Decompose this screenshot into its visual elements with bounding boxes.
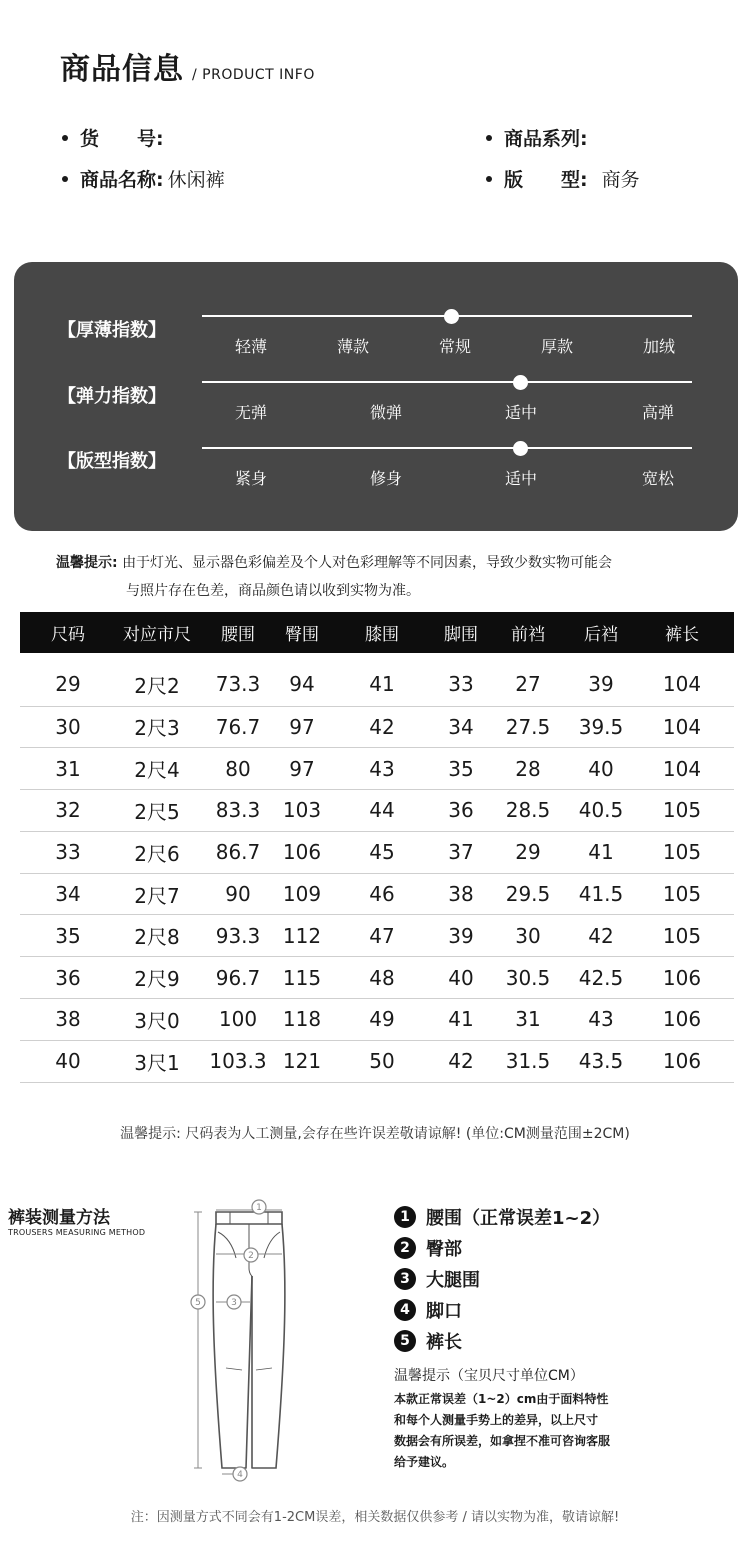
elasticity-index-label: 【弹力指数】 <box>58 386 166 407</box>
info-fit <box>486 165 640 192</box>
warm-tip-title: 温馨提示（宝贝尺寸单位CM） <box>394 1368 584 1384</box>
table-cell: 37 <box>438 831 484 873</box>
column-header: 前裆 <box>484 612 572 653</box>
table-cell: 31.5 <box>484 1040 572 1082</box>
table-cell: 115 <box>278 957 326 999</box>
table-cell: 36 <box>20 957 116 999</box>
legend-item-length <box>394 1328 462 1354</box>
table-cell: 105 <box>630 873 734 915</box>
table-cell: 104 <box>630 748 734 790</box>
table-cell: 43 <box>572 999 630 1041</box>
table-cell: 109 <box>278 873 326 915</box>
color-tip <box>56 549 612 605</box>
legend-label: 脚口 <box>426 1301 462 1322</box>
table-cell: 3尺0 <box>116 999 198 1041</box>
table-cell: 2尺6 <box>116 831 198 873</box>
table-cell: 34 <box>438 706 484 748</box>
table-cell: 47 <box>326 915 438 957</box>
table-cell: 80 <box>198 748 278 790</box>
legend-item-leg-opening <box>394 1297 462 1323</box>
legend-label: 裤长 <box>426 1332 462 1353</box>
svg-text:4: 4 <box>237 1470 243 1480</box>
info-sku <box>62 124 168 151</box>
table-cell: 90 <box>198 873 278 915</box>
thickness-index-label: 【厚薄指数】 <box>58 320 166 341</box>
table-row <box>20 790 734 832</box>
svg-text:3: 3 <box>231 1298 237 1308</box>
legend-number: 1 <box>394 1206 416 1228</box>
page-title: 商品信息 <box>60 52 184 87</box>
table-row <box>20 999 734 1041</box>
table-cell: 104 <box>630 653 734 706</box>
table-cell: 42 <box>572 915 630 957</box>
column-header: 尺码 <box>20 612 116 653</box>
table-cell: 41 <box>438 999 484 1041</box>
legend-item-thigh <box>394 1266 480 1292</box>
table-cell: 31 <box>484 999 572 1041</box>
product-info-header <box>60 44 315 88</box>
legend-number: 4 <box>394 1299 416 1321</box>
name-value: 休闲裤 <box>167 169 225 191</box>
table-cell: 112 <box>278 915 326 957</box>
legend-number: 5 <box>394 1330 416 1352</box>
table-cell: 42 <box>326 706 438 748</box>
table-row <box>20 1040 734 1082</box>
fit-value: 商务 <box>601 169 640 191</box>
elasticity-option: 无弹 <box>234 403 268 422</box>
table-cell: 105 <box>630 831 734 873</box>
legend-label: 臀部 <box>426 1239 462 1260</box>
table-cell: 48 <box>326 957 438 999</box>
measure-subtitle: TROUSERS MEASURING METHOD <box>8 1228 146 1237</box>
measurement-tip: 温馨提示: 尺码表为人工测量,会存在些许误差敬请谅解! (单位:CM测量范围±2CM) <box>120 1126 630 1142</box>
table-cell: 30 <box>484 915 572 957</box>
table-cell: 2尺8 <box>116 915 198 957</box>
footnote: 注：因测量方式不同会有1-2CM误差，相关数据仅供参考 / 请以实物为准，敬请谅解! <box>130 1510 620 1525</box>
warm-tip-line: 给予建议。 <box>394 1455 455 1469</box>
table-row <box>20 915 734 957</box>
info-name <box>62 165 225 192</box>
table-cell: 28 <box>484 748 572 790</box>
trousers-diagram-icon <box>186 1198 316 1488</box>
column-header: 裤长 <box>630 612 734 653</box>
table-cell: 42.5 <box>572 957 630 999</box>
thickness-knob <box>444 309 459 324</box>
bullet-icon <box>486 176 492 182</box>
table-cell: 39 <box>572 653 630 706</box>
table-cell: 96.7 <box>198 957 278 999</box>
index-panel <box>14 262 738 531</box>
table-cell: 29 <box>484 831 572 873</box>
table-cell: 42 <box>438 1040 484 1082</box>
table-cell: 121 <box>278 1040 326 1082</box>
table-cell: 118 <box>278 999 326 1041</box>
table-cell: 93.3 <box>198 915 278 957</box>
table-cell: 103.3 <box>198 1040 278 1082</box>
legend-item-hip <box>394 1235 462 1261</box>
table-cell: 3尺1 <box>116 1040 198 1082</box>
thickness-option: 轻薄 <box>234 337 268 356</box>
fit-scale <box>202 447 692 449</box>
info-series <box>486 124 592 151</box>
column-header: 对应市尺 <box>116 612 198 653</box>
column-header: 后裆 <box>572 612 630 653</box>
elasticity-option: 高弹 <box>641 403 675 422</box>
table-cell: 40 <box>572 748 630 790</box>
page-subtitle: / PRODUCT INFO <box>192 67 315 83</box>
table-cell: 2尺5 <box>116 790 198 832</box>
table-cell: 27 <box>484 653 572 706</box>
table-cell: 106 <box>630 1040 734 1082</box>
table-cell: 40.5 <box>572 790 630 832</box>
tip-label: 温馨提示: <box>56 555 118 571</box>
table-cell: 38 <box>20 999 116 1041</box>
fit-label: 版 型: <box>504 169 588 191</box>
table-cell: 34 <box>20 873 116 915</box>
fit-option: 紧身 <box>234 469 268 488</box>
bullet-icon <box>62 176 68 182</box>
table-cell: 97 <box>278 748 326 790</box>
tip-line-1: 由于灯光、显示器色彩偏差及个人对色彩理解等不同因素，导致少数实物可能会 <box>122 555 613 571</box>
table-cell: 100 <box>198 999 278 1041</box>
legend-label: 大腿围 <box>426 1270 480 1291</box>
table-cell: 35 <box>20 915 116 957</box>
table-cell: 43 <box>326 748 438 790</box>
table-cell: 32 <box>20 790 116 832</box>
table-cell: 49 <box>326 999 438 1041</box>
sku-label: 货 号: <box>80 128 164 150</box>
thickness-option: 薄款 <box>336 337 370 356</box>
svg-text:1: 1 <box>256 1203 262 1213</box>
measure-title: 裤装测量方法 <box>8 1208 110 1228</box>
table-cell: 40 <box>20 1040 116 1082</box>
table-cell: 46 <box>326 873 438 915</box>
table-cell: 36 <box>438 790 484 832</box>
table-cell: 83.3 <box>198 790 278 832</box>
series-label: 商品系列: <box>504 128 588 150</box>
elasticity-knob <box>513 375 528 390</box>
table-cell: 76.7 <box>198 706 278 748</box>
fit-knob <box>513 441 528 456</box>
table-row <box>20 831 734 873</box>
fit-option: 修身 <box>369 469 403 488</box>
table-cell: 41 <box>326 653 438 706</box>
table-cell: 50 <box>326 1040 438 1082</box>
table-row <box>20 748 734 790</box>
table-cell: 27.5 <box>484 706 572 748</box>
table-cell: 30.5 <box>484 957 572 999</box>
column-header: 脚围 <box>438 612 484 653</box>
table-row <box>20 706 734 748</box>
warm-tip-line: 本款正常误差（1~2）cm由于面料特性 <box>394 1392 609 1406</box>
table-header-row <box>20 612 734 653</box>
table-cell: 2尺3 <box>116 706 198 748</box>
table-cell: 94 <box>278 653 326 706</box>
table-cell: 2尺2 <box>116 653 198 706</box>
bullet-icon <box>486 135 492 141</box>
table-cell: 38 <box>438 873 484 915</box>
table-cell: 31 <box>20 748 116 790</box>
table-cell: 105 <box>630 790 734 832</box>
table-row <box>20 873 734 915</box>
legend-item-waist <box>394 1204 610 1230</box>
table-cell: 45 <box>326 831 438 873</box>
table-cell: 28.5 <box>484 790 572 832</box>
tip-line-2: 与照片存在色差，商品颜色请以收到实物为准。 <box>126 583 420 599</box>
svg-text:2: 2 <box>248 1251 254 1261</box>
table-cell: 106 <box>630 957 734 999</box>
table-cell: 39.5 <box>572 706 630 748</box>
fit-option: 适中 <box>504 469 538 488</box>
table-cell: 86.7 <box>198 831 278 873</box>
column-header: 腰围 <box>198 612 278 653</box>
measure-warm-tip <box>394 1366 654 1473</box>
table-cell: 30 <box>20 706 116 748</box>
thickness-option: 常规 <box>438 337 472 356</box>
fit-index-label: 【版型指数】 <box>58 451 166 472</box>
table-cell: 103 <box>278 790 326 832</box>
column-header: 膝围 <box>326 612 438 653</box>
warm-tip-line: 数据会有所误差，如拿捏不准可咨询客服 <box>394 1434 611 1448</box>
table-cell: 29 <box>20 653 116 706</box>
table-cell: 29.5 <box>484 873 572 915</box>
table-cell: 33 <box>20 831 116 873</box>
elasticity-option: 微弹 <box>369 403 403 422</box>
thickness-option: 厚款 <box>540 337 574 356</box>
elasticity-scale <box>202 381 692 383</box>
legend-label: 腰围（正常误差1~2） <box>426 1208 611 1229</box>
table-cell: 35 <box>438 748 484 790</box>
size-table <box>20 612 734 1083</box>
warm-tip-line: 和每个人测量手势上的差异，以上尺寸 <box>394 1413 599 1427</box>
table-row <box>20 653 734 706</box>
table-cell: 2尺7 <box>116 873 198 915</box>
column-header: 臀围 <box>278 612 326 653</box>
table-cell: 44 <box>326 790 438 832</box>
table-cell: 106 <box>630 999 734 1041</box>
table-cell: 41 <box>572 831 630 873</box>
table-cell: 104 <box>630 706 734 748</box>
fit-option: 宽松 <box>641 469 675 488</box>
table-cell: 39 <box>438 915 484 957</box>
table-cell: 2尺4 <box>116 748 198 790</box>
table-cell: 43.5 <box>572 1040 630 1082</box>
bullet-icon <box>62 135 68 141</box>
legend-number: 3 <box>394 1268 416 1290</box>
table-cell: 105 <box>630 915 734 957</box>
table-cell: 2尺9 <box>116 957 198 999</box>
table-cell: 73.3 <box>198 653 278 706</box>
thickness-option: 加绒 <box>642 337 676 356</box>
table-cell: 97 <box>278 706 326 748</box>
svg-text:5: 5 <box>195 1298 201 1308</box>
legend-number: 2 <box>394 1237 416 1259</box>
table-row <box>20 957 734 999</box>
table-cell: 40 <box>438 957 484 999</box>
table-cell: 33 <box>438 653 484 706</box>
table-cell: 41.5 <box>572 873 630 915</box>
elasticity-option: 适中 <box>504 403 538 422</box>
table-cell: 106 <box>278 831 326 873</box>
name-label: 商品名称: <box>80 169 164 191</box>
